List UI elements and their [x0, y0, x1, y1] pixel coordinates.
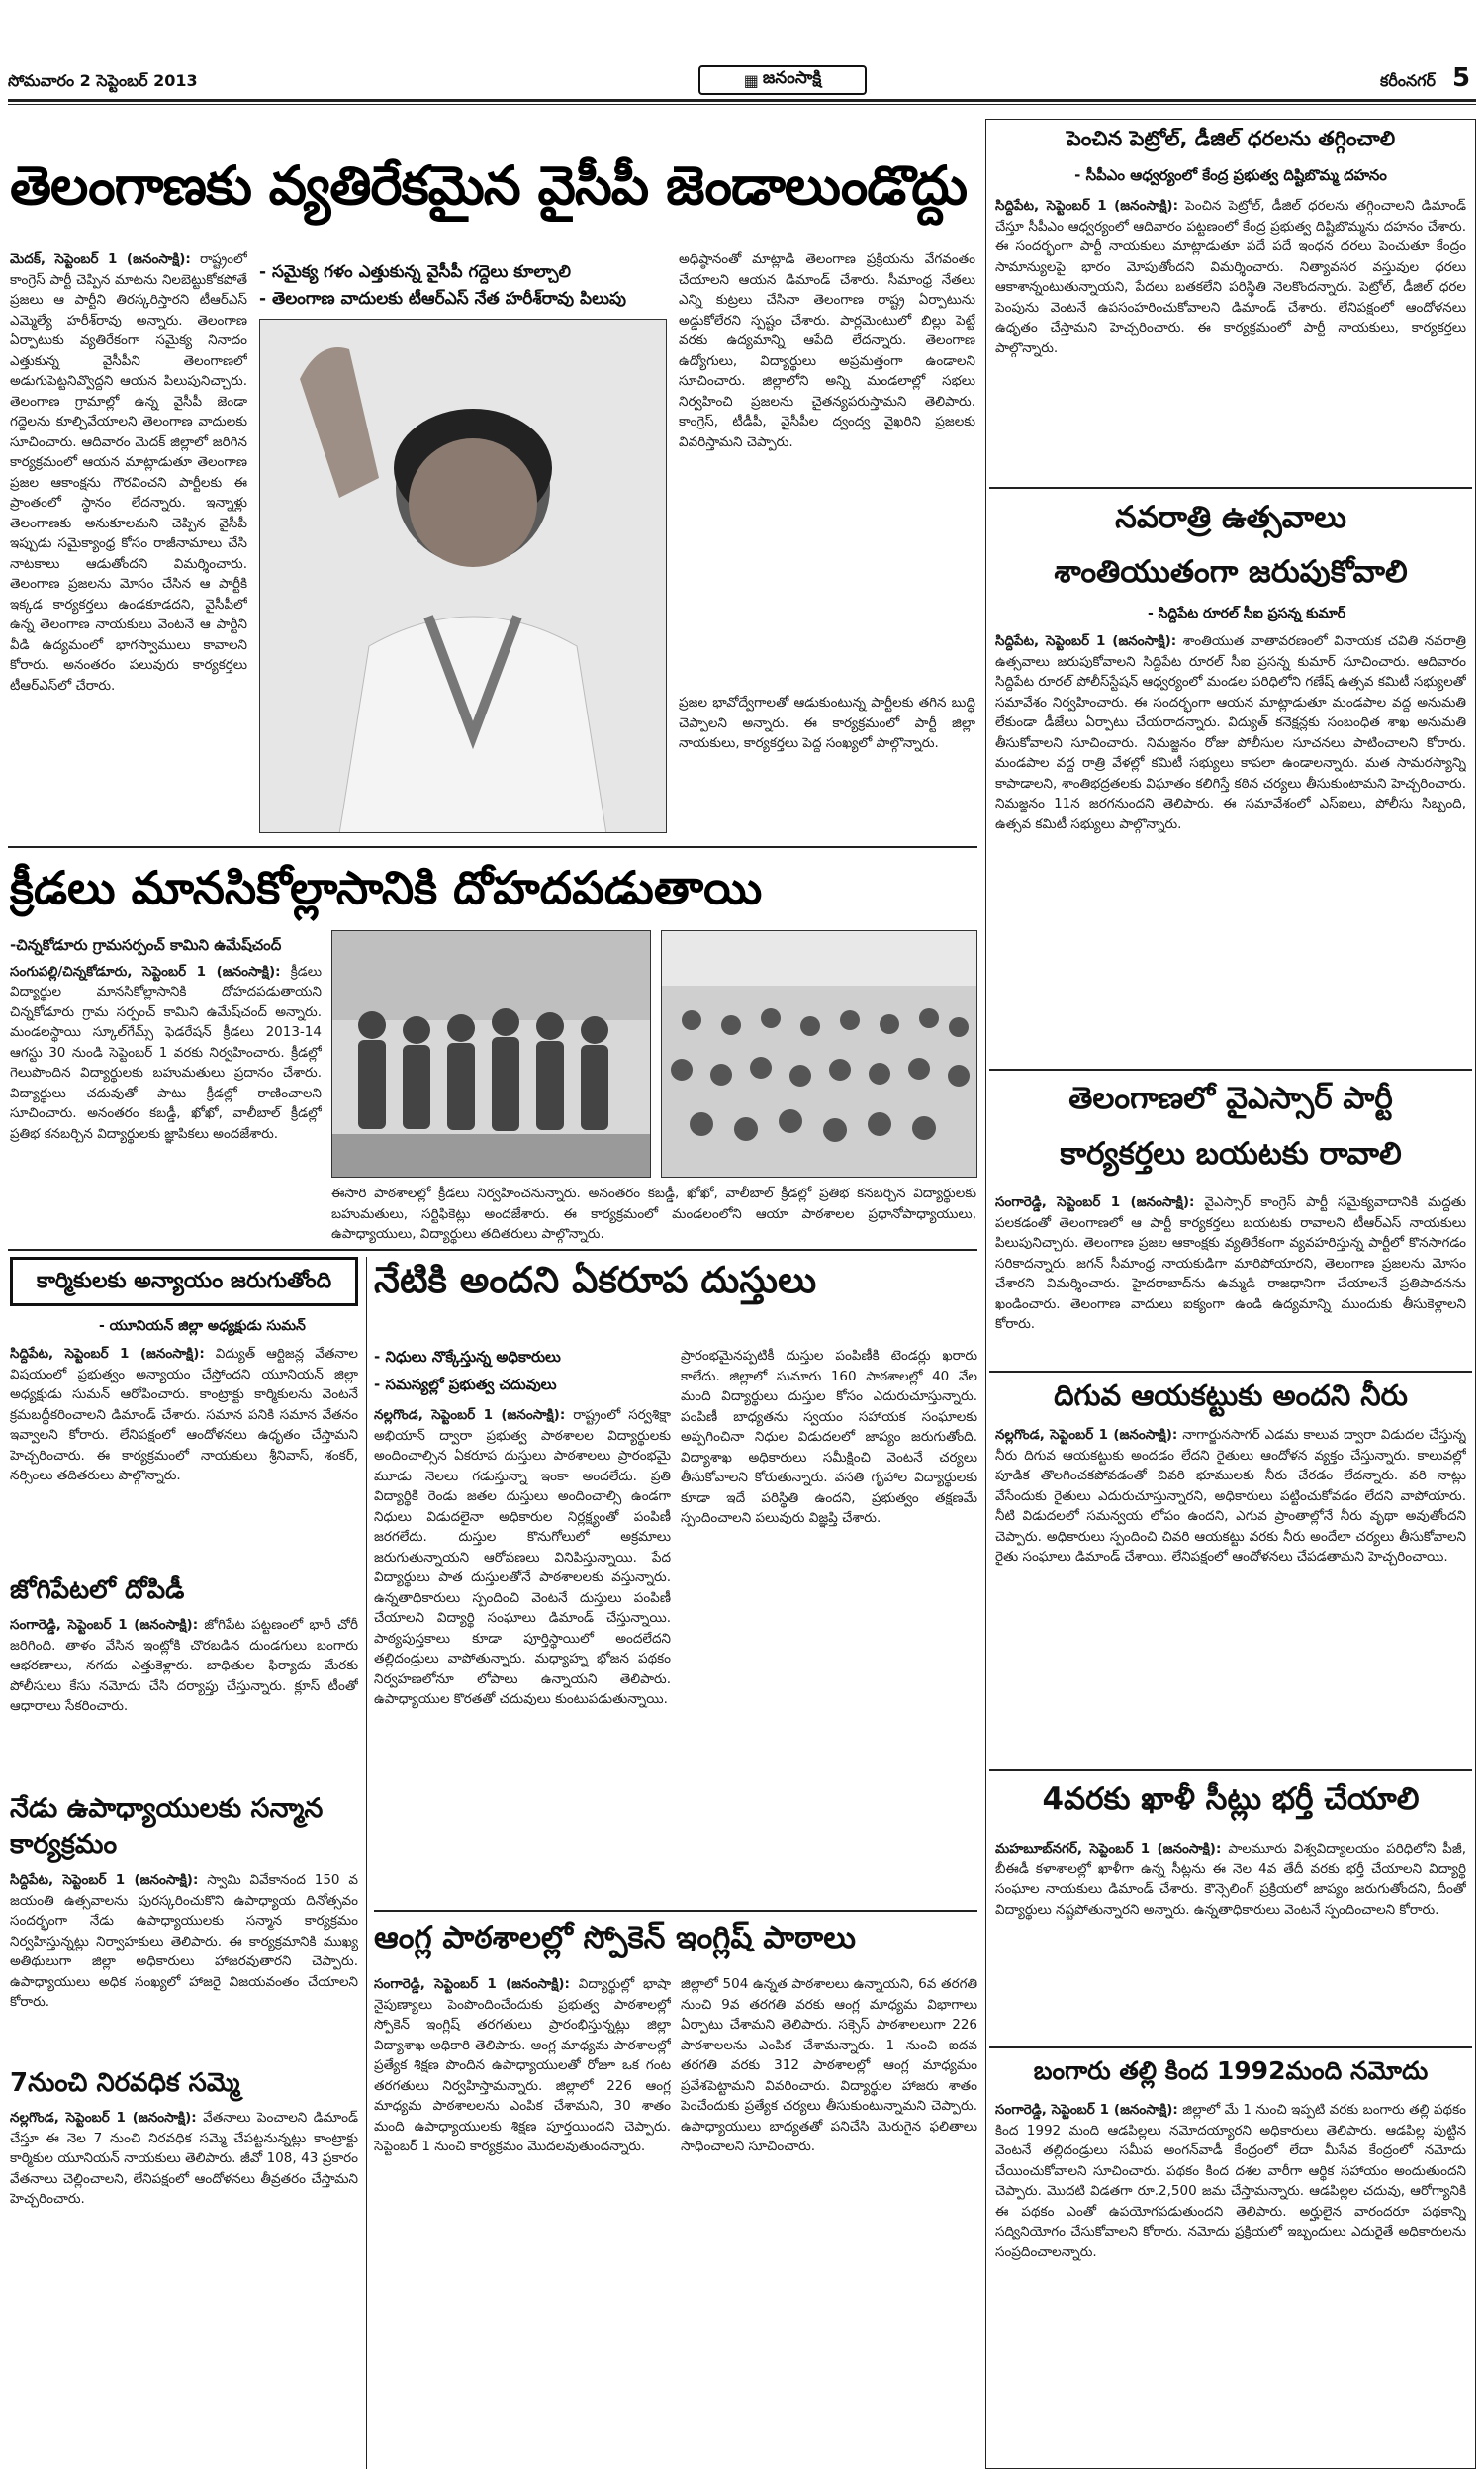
teachers-headline: నేడు ఉపాధ్యాయులకు సన్మాన కార్యక్రమం	[10, 1793, 324, 1859]
uniforms-text-block	[374, 1405, 671, 1905]
sports-dateline: సంగుపల్లి/చిన్నకోడూరు, సెప్టెంబర్ 1 (జనంసాక్షి):	[10, 963, 281, 980]
theft-dateline: సంగారెడ్డి, సెప్టెంబర్ 1 (జనంసాక్షి):	[10, 1617, 199, 1633]
ysr-dateline: సంగారెడ్డి, సెప్టెంబర్ 1 (జనంసాక్షి):	[995, 1194, 1195, 1210]
workers-body: విద్యుత్ ఆర్టిజన్ల వేతనాల విషయంలో ప్రభుత్వం అన్యాయం చేస్తోందని యూనియన్ జిల్లా అధ్యక్షుడు సుమన్ ఆరోపించారు. కాంట్రాక్టు కార్మికులను వెంటనే క్రమబద్ధీకరించాలని డిమాండ్ చేశారు. సమాన పనికి సమాన వేతనం ఇవ్వాలని కోరారు. లేనిపక్షంలో ఆందోళనలు ఉధృతం చేస్తామని హెచ్చరించారు. ఈ కార్యక్రమంలో నాయకులు శ్రీనివాస్, శంకర్, నర్సింలు తదితరులు పాల్గొన్నారు.	[10, 1346, 358, 1483]
lead-body-2: అధిష్ఠానంతో మాట్లాడి తెలంగాణ ప్రక్రియను వేగవంతం చేయాలని ఆయన డిమాండ్ చేశారు. సీమాంధ్ర నేతలు ఎన్ని కుట్రలు చేసినా తెలంగాణ రాష్ట్ర ఏర్పాటును అడ్డుకోలేరని స్పష్టం చేశారు. పార్లమెంటులో బిల్లు పెట్టే వరకు ఉద్యమాన్ని ఆపేది లేదన్నారు. తెలంగాణ ఉద్యోగులు, విద్యార్థులు అప్రమత్తంగా ఉండాలని సూచించారు. జిల్లాలోని అన్ని మండలాల్లో సభలు నిర్వహించి ప్రజలను చైతన్యపరుస్తామని తెలిపారు. కాంగ్రెస్, టీడీపీ, వైసీపీల ద్వంద్వ వైఖరిని ప్రజలకు వివరిస్తామని చెప్పారు.	[679, 251, 975, 450]
theft-body: జోగిపేట పట్టణంలో భారీ చోరీ జరిగింది. తాళం వేసిన ఇంట్లోకి చొరబడిన దుండగులు బంగారు ఆభరణాలు, నగదు ఎత్తుకెళ్లారు. బాధితుల ఫిర్యాదు మేరకు పోలీసులు కేసు నమోదు చేసి దర్యాప్తు చేస్తున్నారు. క్లూస్ టీంతో ఆధారాలు సేకరించారు.	[10, 1617, 358, 1714]
navaratri-byline: - సిద్దిపేట రూరల్ సీఐ ప్రసన్న కుమార్	[1148, 606, 1346, 621]
ysr-text-block	[995, 1192, 1466, 1371]
theft-headline: జోగిపేటలో దోపిడీ	[10, 1575, 185, 1605]
right-rule-3	[989, 1371, 1472, 1373]
theft-text-block	[10, 1615, 358, 1783]
masthead-title: జనంసాక్షి	[762, 68, 822, 88]
workers-headline: కార్మికులకు అన్యాయం జరుగుతోంది	[36, 1269, 332, 1293]
seats-dateline: మహబూబ్‌నగర్, సెప్టెంబర్ 1 (జనంసాక్షి):	[995, 1841, 1222, 1856]
water-body: నాగార్జునసాగర్ ఎడమ కాలువ ద్వారా విడుదల చేస్తున్న నీరు దిగువ ఆయకట్టుకు అందడం లేదని రైతులు ఆందోళన వ్యక్తం చేస్తున్నారు. కాలువల్లో పూడిక తొలగించకపోవడంతో చివరి భూములకు నీరు చేరడం లేదన్నారు. వరి నాట్లు వేసేందుకు రైతులు ఎదురుచూస్తున్నారని, అధికారులు పట్టించుకోవడం లేదని వాపోయారు. నీటి విడుదలలో సమన్వయ లోపం ఉందని, ఎగువ ప్రాంతాల్లోనే నీరు వృథా అవుతోందని చెప్పారు. అధికారులు స్పందించి చివరి ఆయకట్టు వరకు నీరు అందేలా చర్యలు తీసుకోవాలని రైతు సంఘాలు డిమాండ్ చేశాయి. లేనిపక్షంలో ఆందోళనలు చేపడతామని హెచ్చరించాయి.	[995, 1427, 1466, 1565]
sports-bottom-rule	[8, 1249, 977, 1251]
sports-body: క్రీడలు విద్యార్థుల మానసికోల్లాసానికి దోహదపడుతాయని చిన్నకోడూరు గ్రామ సర్పంచ్ కామిని ఉమేష్‌చంద్ అన్నారు. మండలస్థాయి స్కూల్‌గేమ్స్ ఫెడరేషన్ క్రీడలు 2013-14 ఆగస్టు 30 నుండి సెప్టెంబర్ 1 వరకు నిర్వహించారు. క్రీడల్లో గెలుపొందిన విద్యార్థులకు బహుమతులు ప్రదానం చేశారు. విద్యార్థులు చదువుతో పాటు క్రీడల్లో రాణించాలని సూచించారు. అనంతరం కబడ్డీ, ఖోఖో, వాలీబాల్ క్రీడల్లో ప్రతిభ కనబర్చిన విద్యార్థులకు జ్ఞాపికలు అందజేశారు.	[10, 963, 322, 1142]
english-text-block	[374, 1974, 671, 2469]
workers-byline: - యూనియన్ జిల్లా అధ్యక్షుడు సుమన్	[99, 1318, 306, 1334]
lead-dateline-col1	[10, 249, 247, 838]
edition-label: కరీంనగర్	[1380, 71, 1437, 90]
person-photo-icon	[260, 320, 667, 833]
crowd-photo-icon	[662, 931, 977, 1178]
header-date: సోమవారం 2 సెప్టెంబర్ 2013	[8, 71, 198, 90]
gold-body: జిల్లాలో మే 1 నుంచి ఇప్పటి వరకు బంగారు తల్లి పథకం కింద 1992 మంది ఆడపిల్లలు నమోదయ్యారని అధికారులు తెలిపారు. ఆడపిల్ల పుట్టిన వెంటనే తల్లిదండ్రులు సమీప అంగన్‌వాడీ కేంద్రంలో లేదా మీసేవ కేంద్రంలో నమోదు చేయించుకోవాలని సూచించారు. పథకం కింద దశల వారీగా ఆర్థిక సహాయం అందుతుందని చెప్పారు. మొదటి విడతగా రూ.2,500 జమ చేస్తామన్నారు. ఆడపిల్లల చదువు, ఆరోగ్యానికి ఈ పథకం ఎంతో ఉపయోగపడుతుందని తెలిపారు. అర్హులైన వారందరూ పథకాన్ని సద్వినియోగం చేసుకోవాలని కోరారు. నమోదు ప్రక్రియలో ఇబ్బందులు ఎదురైతే అధికారులను సంప్రదించాలన్నారు.	[995, 2102, 1466, 2260]
water-text-block	[995, 1425, 1466, 1757]
navaratri-headline-2: శాంతియుతంగా జరుపుకోవాలి	[1054, 554, 1408, 590]
english-dateline: సంగారెడ్డి, సెప్టెంబర్ 1 (జనంసాక్షి):	[374, 1976, 570, 1992]
gold-dateline: సంగారెడ్డి, సెప్టెంబర్ 1 (జనంసాక్షి):	[995, 2102, 1178, 2118]
seats-body: పాలమూరు విశ్వవిద్యాలయం పరిధిలోని పీజీ, బీఈడీ కళాశాలల్లో ఖాళీగా ఉన్న సీట్లను ఈ నెల 4వ తేదీ వరకు భర్తీ చేయాలని విద్యార్థి సంఘాల నాయకులు డిమాండ్ చేశారు. కౌన్సెలింగ్ ప్రక్రియలో జాప్యం జరుగుతోందని, దీంతో విద్యార్థులు నష్టపోతున్నారని అన్నారు. ఉన్నతాధికారులు వెంటనే స్పందించాలని కోరారు.	[995, 1841, 1466, 1918]
uniforms-body-2: ప్రారంభమైనప్పటికీ దుస్తుల పంపిణీకి టెండర్లు ఖరారు కాలేదు. జిల్లాలో సుమారు 160 పాఠశాలల్లో 40 వేల మంది విద్యార్థులు దుస్తుల కోసం ఎదురుచూస్తున్నారు. పంపిణీ బాధ్యతను స్వయం సహాయక సంఘాలకు అప్పగించినా నిధుల విడుదలలో జాప్యం జరుగుతోంది. విద్యాశాఖ అధికారులు సమీక్షించి వెంటనే చర్యలు తీసుకోవాలని కోరుతున్నారు. వసతి గృహాల విద్యార్థులకు కూడా ఇదే పరిస్థితి ఉందని, ప్రభుత్వం తక్షణమే స్పందించాలని పలువురు విజ్ఞప్తి చేశారు.	[681, 1348, 977, 1526]
strike-text-block	[10, 2108, 358, 2469]
masthead-icon: ▦	[743, 70, 759, 90]
sports-caption: ఈసారి పాఠశాలల్లో క్రీడలు నిర్వహించనున్నారు. అనంతరం కబడ్డీ, ఖోఖో, వాలీబాల్ క్రీడల్లో ప్రతిభ కనబర్చిన విద్యార్థులకు బహుమతులు, సర్టిఫికెట్లు అందజేశారు. ఈ కార్యక్రమంలో మండలంలోని ఆయా పాఠశాలల ప్రధానోపాధ్యాయులు, ఉపాధ్యాయులు, విద్యార్థులు తదితరులు పాల్గొన్నారు.	[331, 1186, 976, 1242]
left-column-divider	[366, 1257, 367, 2469]
teachers-text-block	[10, 1870, 358, 2058]
right-rule-1	[989, 487, 1472, 489]
teachers-body: స్వామి వివేకానంద 150 వ జయంతి ఉత్సవాలను పురస్కరించుకొని ఉపాధ్యాయ దినోత్సవం సందర్భంగా నేడు ఉపాధ్యాయులకు సన్మాన కార్యక్రమం నిర్వహిస్తున్నట్లు నిర్వాహకులు తెలిపారు. ఈ కార్యక్రమానికి ముఖ్య అతిథులుగా జిల్లా అధికారులు హాజరవుతారని చెప్పారు. ఉపాధ్యాయులు అధిక సంఖ్యలో హాజరై విజయవంతం చేయాలని కోరారు.	[10, 1872, 358, 2010]
lead-body-3: ప్రజల భావోద్వేగాలతో ఆడుకుంటున్న పార్టీలకు తగిన బుద్ధి చెప్పాలని అన్నారు. ఈ కార్యక్రమంలో పార్టీ జిల్లా నాయకులు, కార్యకర్తలు పెద్ద సంఖ్యలో పాల్గొన్నారు.	[679, 695, 975, 751]
lead-dateline: మెదక్, సెప్టెంబర్ 1 (జనంసాక్షి):	[10, 251, 191, 267]
navaratri-headline-1: నవరాత్రి ఉత్సవాలు	[1115, 500, 1346, 535]
uniforms-bottom-rule	[374, 1910, 977, 1912]
workers-headline-box	[10, 1257, 358, 1306]
water-headline: దిగువ ఆయకట్టుకు అందని నీరు	[1054, 1379, 1408, 1412]
uniforms-deck-2: - సమస్యల్లో ప్రభుత్వ చదువులు	[374, 1376, 557, 1393]
english-body: విద్యార్థుల్లో భాషా నైపుణ్యాలు పెంపొందించేందుకు ప్రభుత్వ పాఠశాలల్లో స్పోకెన్ ఇంగ్లిష్ తరగతులు ప్రారంభిస్తున్నట్లు జిల్లా విద్యాశాఖ అధికారి తెలిపారు. ఆంగ్ల మాధ్యమ పాఠశాలల్లో ప్రత్యేక శిక్షణ పొందిన ఉపాధ్యాయులతో రోజూ ఒక గంట తరగతులు నిర్వహిస్తామన్నారు. జిల్లాలో 226 ఆంగ్ల మాధ్యమ పాఠశాలలను ఎంపిక చేశామని, 30 శాతం మంది ఉపాధ్యాయులకు శిక్షణ పూర్తయిందని చెప్పారు. సెప్టెంబర్ 1 నుంచి కార్యక్రమం మొదలవుతుందన్నారు.	[374, 1976, 671, 2154]
ysr-headline-2: కార్యకర్తలు బయటకు రావాలి	[1060, 1136, 1402, 1172]
lead-column-2	[679, 249, 975, 685]
sports-byline: -చిన్నకోడూరు గ్రామసర్పంచ్ కామిని ఉమేష్‌చంద్	[10, 936, 282, 954]
petrol-dateline: సిద్దిపేట, సెప్టెంబర్ 1 (జనంసాక్షి):	[995, 198, 1179, 214]
petrol-deck: - సీపీఎం ఆధ్వర్యంలో కేంద్ర ప్రభుత్వ దిష్టిబొమ్మ దహనం	[1074, 166, 1387, 184]
lead-bottom-rule	[8, 846, 977, 848]
lead-photo	[259, 319, 667, 833]
header-rule-thin	[8, 104, 1476, 105]
lead-column-3	[679, 693, 975, 839]
right-rule-5	[989, 2046, 1472, 2048]
seats-text-block	[995, 1839, 1466, 2045]
masthead-logo	[698, 65, 867, 95]
uniforms-dateline: నల్లగొండ, సెప్టెంబర్ 1 (జనంసాక్షి):	[374, 1407, 566, 1423]
english-body-2: జిల్లాలో 504 ఉన్నత పాఠశాలలు ఉన్నాయని, 6వ తరగతి నుంచి 9వ తరగతి వరకు ఆంగ్ల మాధ్యమ విభాగాలు ఏర్పాటు చేశామని తెలిపారు. సక్సెస్ పాఠశాలలుగా 226 పాఠశాలలను ఎంపిక చేశామన్నారు. 1 నుంచి ఐదవ తరగతి వరకు 312 పాఠశాలల్లో ఆంగ్ల మాధ్యమం ప్రవేశపెట్టామని వివరించారు. విద్యార్థుల హాజరు శాతం పెంచేందుకు ప్రత్యేక చర్యలు తీసుకుంటున్నామని చెప్పారు. ఉపాధ్యాయులు బాధ్యతతో పనిచేసి మెరుగైన ఫలితాలు సాధించాలని సూచించారు.	[681, 1976, 977, 2154]
seats-headline: 4వరకు ఖాళీ సీట్లు భర్తీ చేయాలి	[1042, 1781, 1420, 1817]
sports-text-block	[10, 935, 322, 1207]
gold-text-block	[995, 2100, 1466, 2464]
page-number: 5	[1452, 63, 1471, 93]
strike-headline: 7నుంచి నిరవధిక సమ్మె	[10, 2068, 240, 2098]
lead-deck-2: - తెలంగాణ వాదులకు టీఆర్‌ఎస్ నేత హరీశ్‌రావు పిలుపు	[259, 289, 626, 309]
lead-headline: తెలంగాణకు వ్యతిరేకమైన వైసీపీ జెండాలుండొద్దు	[10, 154, 968, 217]
lead-deck-1: - సమైక్య గళం ఎత్తుకున్న వైసీపీ గద్దెలు కూల్చాలి	[259, 262, 571, 282]
uniforms-body: రాష్ట్రంలో సర్వశిక్షా అభియాన్ ద్వారా ప్రభుత్వ పాఠశాలల విద్యార్థులకు అందించాల్సిన ఏకరూప దుస్తులు పాఠశాలలు ప్రారంభమై మూడు నెలలు గడుస్తున్నా ఇంకా అందలేదు. ప్రతి విద్యార్థికి రెండు జతల దుస్తులు అందించాల్సి ఉండగా నిధులు విడుదలైనా అధికారుల నిర్లక్ష్యంతో పంపిణీ జరగలేదు. దుస్తుల కొనుగోలులో అక్రమాలు జరుగుతున్నాయని ఆరోపణలు వినిపిస్తున్నాయి. పేద విద్యార్థులు పాత దుస్తులతోనే పాఠశాలలకు వస్తున్నారు. ఉన్నతాధికారులు స్పందించి వెంటనే దుస్తులు పంపిణీ చేయాలని విద్యార్థి సంఘాలు డిమాండ్ చేస్తున్నాయి. పాఠ్యపుస్తకాలు కూడా పూర్తిస్థాయిలో అందలేదని తల్లిదండ్రులు వాపోతున్నారు. మధ్యాహ్న భోజన పథకం నిర్వహణలోనూ లోపాలు ఉన్నాయని తెలిపారు. ఉపాధ్యాయుల కొరతతో చదువులు కుంటుపడుతున్నాయి.	[374, 1407, 671, 1707]
uniforms-column-2	[681, 1346, 977, 1905]
petrol-text-block	[995, 196, 1466, 483]
header-rule	[8, 99, 1476, 102]
page-header	[0, 0, 1484, 99]
english-column-2	[681, 1974, 977, 2469]
teachers-dateline: సిద్దిపేట, సెప్టెంబర్ 1 (జనంసాక్షి):	[10, 1872, 199, 1888]
strike-body: వేతనాలు పెంచాలని డిమాండ్ చేస్తూ ఈ నెల 7 నుంచి నిరవధిక సమ్మె చేపట్టనున్నట్లు కాంట్రాక్టు కార్మికుల యూనియన్ నాయకులు తెలిపారు. జీవో 108, 43 ప్రకారం వేతనాలు చెల్లించాలని, లేనిపక్షంలో ఆందోళనలు తీవ్రతరం చేస్తామని హెచ్చరించారు.	[10, 2110, 358, 2207]
strike-dateline: నల్లగొండ, సెప్టెంబర్ 1 (జనంసాక్షి):	[10, 2110, 197, 2126]
navaratri-body: శాంతియుత వాతావరణంలో వినాయక చవితి నవరాత్రి ఉత్సవాలు జరుపుకోవాలని సిద్దిపేట రూరల్ సీఐ ప్రసన్న కుమార్ సూచించారు. ఆదివారం సిద్దిపేట రూరల్ పోలీస్‌స్టేషన్ ఆధ్వర్యంలో మండల పరిధిలోని గణేష్ ఉత్సవ కమిటీ సభ్యులతో సమావేశం నిర్వహించారు. ఈ సందర్భంగా ఆయన మాట్లాడుతూ మండపాల వద్ద అనుమతి లేకుండా డీజేలు ఏర్పాటు చేయరాదన్నారు. విద్యుత్ కనెక్షన్లకు సంబంధిత శాఖ అనుమతి తీసుకోవాలని సూచించారు. నిమజ్జనం రోజు పోలీసుల సూచనలు పాటించాలని కోరారు. మండపాల వద్ద రాత్రి వేళల్లో కమిటీ సభ్యులు కాపలా ఉండాలన్నారు. మత సామరస్యాన్ని కాపాడాలని, శాంతిభద్రతలకు విఘాతం కలిగిస్తే కఠిన చర్యలు తీసుకుంటామని హెచ్చరించారు. నిమజ్జనం 11న జరగనుందని తెలిపారు. ఈ సమావేశంలో ఎస్ఐలు, పోలీసు సిబ్బంది, ఉత్సవ కమిటీ సభ్యులు పాల్గొన్నారు.	[995, 633, 1466, 832]
workers-dateline: సిద్దిపేట, సెప్టెంబర్ 1 (జనంసాక్షి):	[10, 1346, 205, 1362]
sports-photo-1	[331, 930, 651, 1178]
ysr-body: వైఎస్సార్ కాంగ్రెస్ పార్టీ సమైక్యవాదానికి మద్దతు పలకడంతో తెలంగాణలో ఆ పార్టీ కార్యకర్తలు బయటకు రావాలని టీఆర్‌ఎస్ నాయకులు పిలుపునిచ్చారు. తెలంగాణ ప్రజల ఆకాంక్షకు వ్యతిరేకంగా వ్యవహరిస్తున్న పార్టీలో కొనసాగడం సరికాదన్నారు. జగన్ సీమాంధ్ర నాయకుడిగా మారిపోయారని, తెలంగాణ ప్రజలను మోసం చేశారని విమర్శించారు. హైదరాబాద్‌ను ఉమ్మడి రాజధానిగా చేయాలనే ప్రతిపాదనను ఖండించారు. తెలంగాణ వాదులు ఐక్యంగా ఉండి ఉద్యమాన్ని ముందుకు తీసుకెళ్లాలని కోరారు.	[995, 1194, 1466, 1332]
uniforms-deck-1: - నిధులు నొక్కేస్తున్న అధికారులు	[374, 1348, 561, 1366]
gold-headline: బంగారు తల్లి కింద 1992మంది నమోదు	[1033, 2056, 1429, 2085]
water-dateline: నల్లగొండ, సెప్టెంబర్ 1 (జనంసాక్షి):	[995, 1427, 1178, 1443]
sports-headline: క్రీడలు మానసికోల్లాసానికి దోహదపడుతాయి	[10, 861, 763, 914]
navaratri-dateline: సిద్దిపేట, సెప్టెంబర్ 1 (జనంసాక్షి):	[995, 633, 1177, 649]
sports-photo-2	[661, 930, 977, 1178]
workers-text-block	[10, 1344, 358, 1567]
uniforms-headline: నేటికి అందని ఏకరూప దుస్తులు	[374, 1259, 817, 1301]
lead-body-1: రాష్ట్రంలో కాంగ్రెస్ పార్టీ చెప్పిన మాటను నిలబెట్టుకోకపోతే ప్రజలు ఆ పార్టీని తిరస్కరిస్తారని టీఆర్‌ఎస్ ఎమ్మెల్యే హరీశ్‌రావు అన్నారు. తెలంగాణ ఏర్పాటుకు వ్యతిరేకంగా సమైక్య నినాదం ఎత్తుకున్న వైసీపీని తెలంగాణలో అడుగుపెట్టనివ్వొద్దని ఆయన పిలుపునిచ్చారు. తెలంగాణ గ్రామాల్లో ఉన్న వైసీపీ జెండా గద్దెలను కూల్చివేయాలని తెలంగాణ వాదులకు సూచించారు. ఆదివారం మెదక్ జిల్లాలో జరిగిన కార్యక్రమంలో ఆయన మాట్లాడుతూ తెలంగాణ ప్రజల ఆకాంక్షను గౌరవించని పార్టీలకు ఈ ప్రాంతంలో స్థానం లేదన్నారు. ఇన్నాళ్లు తెలంగాణకు అనుకూలమని చెప్పిన వైసీపీ ఇప్పుడు సమైక్యాంధ్ర కోసం రాజీనామాలు చేసి నాటకాలు ఆడుతోందని విమర్శించారు. తెలంగాణ ప్రజలను మోసం చేసిన ఆ పార్టీకి ఇక్కడ కార్యకర్తలు ఉండకూడదని, వైసీపీలో ఉన్న తెలంగాణ నాయకులు వెంటనే ఆ పార్టీని వీడి ఉద్యమంలో భాగస్వాములు కావాలని కోరారు. అనంతరం పలువురు కార్యకర్తలు టీఆర్‌ఎస్‌లో చేరారు.	[10, 251, 247, 694]
right-rule-4	[989, 1769, 1472, 1771]
right-rule-2	[989, 1069, 1472, 1071]
english-headline: ఆంగ్ల పాఠశాలల్లో స్పోకెన్ ఇంగ్లిష్ పాఠాలు	[374, 1920, 856, 1955]
navaratri-text-block	[995, 631, 1466, 1067]
ysr-headline-1: తెలంగాణలో వైఎస్సార్ పార్టీ	[1068, 1081, 1393, 1116]
students-photo-icon	[332, 931, 651, 1178]
petrol-body: పెంచిన పెట్రోల్, డీజిల్ ధరలను తగ్గించాలని డిమాండ్ చేస్తూ సీపీఎం ఆధ్వర్యంలో ఆదివారం పట్టణంలో కేంద్ర ప్రభుత్వ దిష్టిబొమ్మను దహనం చేశారు. ఈ సందర్భంగా పార్టీ నాయకులు మాట్లాడుతూ పదే పదే ఇంధన ధరలు పెంచుతూ కేంద్రం సామాన్యులపై భారం మోపుతోందని విమర్శించారు. నిత్యావసర వస్తువుల ధరలు ఆకాశాన్నంటుతున్నాయని, పేదలు బతకలేని పరిస్థితి నెలకొందన్నారు. పెట్రోల్, డీజిల్ ధరల పెంపును వెంటనే ఉపసంహరించుకోవాలని డిమాండ్ చేశారు. లేనిపక్షంలో ఆందోళనలు ఉధృతం చేస్తామని హెచ్చరించారు. ఈ కార్యక్రమంలో పార్టీ నాయకులు, కార్యకర్తలు పాల్గొన్నారు.	[995, 198, 1466, 356]
petrol-headline: పెంచిన పెట్రోల్, డీజిల్ ధరలను తగ్గించాలి	[1066, 127, 1396, 150]
